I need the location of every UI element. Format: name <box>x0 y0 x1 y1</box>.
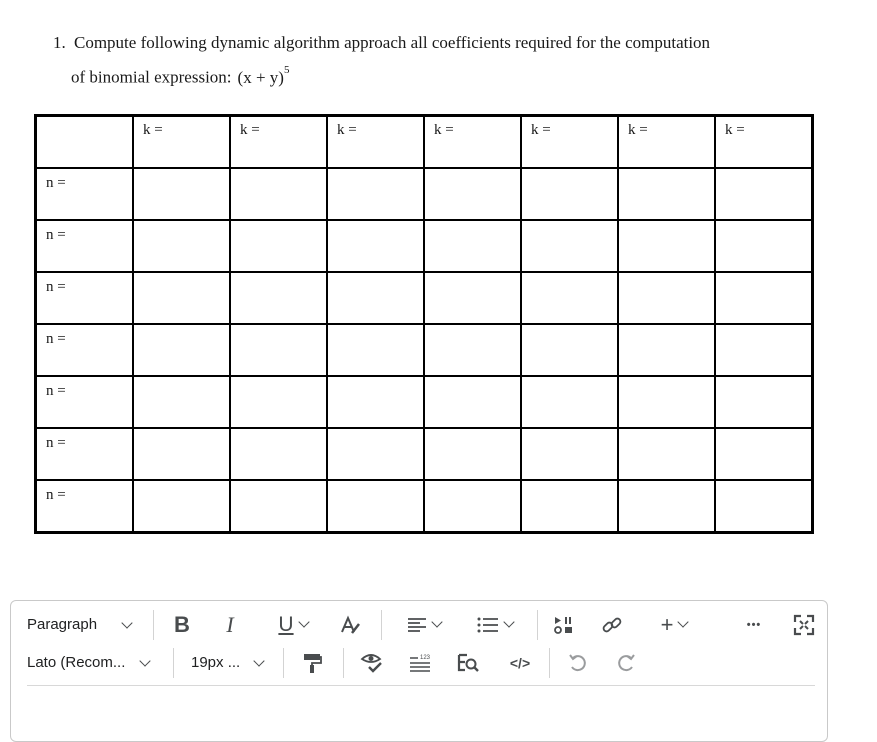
k-header-cell[interactable] <box>133 116 230 169</box>
k-header-cell[interactable] <box>230 116 327 169</box>
font-size-select[interactable] <box>191 650 271 676</box>
coefficient-cell[interactable] <box>230 324 327 376</box>
coefficient-cell[interactable] <box>618 428 715 480</box>
chevron-down-icon <box>253 655 264 666</box>
coefficient-cell[interactable] <box>230 272 327 324</box>
toolbar-divider <box>343 648 344 678</box>
coefficient-cell[interactable] <box>521 376 618 428</box>
plus-icon: + <box>660 612 674 637</box>
coefficient-cell[interactable] <box>424 168 521 220</box>
k-label: k = <box>240 122 260 138</box>
bullet-list-icon <box>477 616 499 634</box>
undo-button[interactable] <box>565 648 591 678</box>
expression-exponent: 5 <box>283 64 290 76</box>
text-color-button[interactable] <box>337 610 363 640</box>
font-select-label: Lato (Recom... <box>27 654 126 671</box>
coefficient-cell[interactable] <box>424 272 521 324</box>
table-row <box>36 376 813 428</box>
coefficient-cell[interactable] <box>618 272 715 324</box>
question-line-1 <box>53 27 813 58</box>
coefficient-cell[interactable] <box>230 480 327 533</box>
coefficient-cell[interactable] <box>133 272 230 324</box>
table-header-row <box>36 116 813 169</box>
k-header-cell[interactable] <box>618 116 715 169</box>
coefficient-cell[interactable] <box>618 220 715 272</box>
coefficient-cell[interactable] <box>715 168 813 220</box>
toolbar-divider <box>537 610 538 640</box>
bold-button[interactable]: B <box>174 612 190 637</box>
k-label: k = <box>337 122 357 138</box>
accessibility-check-button[interactable] <box>359 648 385 678</box>
k-label: k = <box>725 122 745 138</box>
insert-menu-button[interactable] <box>651 610 697 640</box>
coefficient-cell[interactable] <box>327 376 424 428</box>
code-icon: </> <box>509 655 531 671</box>
k-header-cell[interactable] <box>521 116 618 169</box>
expression-base: (x + y) <box>237 67 284 87</box>
table-row <box>36 272 813 324</box>
coefficient-cell[interactable] <box>230 220 327 272</box>
italic-button[interactable]: I <box>226 612 234 637</box>
coefficient-cell[interactable] <box>618 168 715 220</box>
coefficient-cell[interactable] <box>424 428 521 480</box>
more-actions-button[interactable] <box>741 610 767 640</box>
rich-text-editor[interactable] <box>10 600 828 742</box>
source-code-button[interactable] <box>505 648 535 678</box>
table-row <box>36 480 813 533</box>
n-header-cell[interactable] <box>36 480 134 533</box>
coefficient-cell[interactable] <box>715 272 813 324</box>
font-color-icon <box>339 615 361 635</box>
coefficient-cell[interactable] <box>521 220 618 272</box>
n-label: n = <box>46 175 66 191</box>
question-text <box>53 27 813 93</box>
coefficient-cell[interactable] <box>424 376 521 428</box>
fullscreen-icon <box>793 614 815 636</box>
more-icon: ••• <box>746 619 762 631</box>
list-button[interactable] <box>471 610 519 640</box>
align-button[interactable] <box>401 610 447 640</box>
link-icon <box>601 614 623 636</box>
coefficient-cell[interactable] <box>230 168 327 220</box>
n-label: n = <box>46 279 66 295</box>
toolbar-divider <box>153 610 154 640</box>
coefficient-cell[interactable] <box>424 480 521 533</box>
font-family-select[interactable] <box>27 650 157 676</box>
toolbar-bottom-divider <box>27 685 815 686</box>
coefficient-cell[interactable] <box>133 480 230 533</box>
underline-icon: U <box>278 613 294 636</box>
n-header-cell[interactable] <box>36 376 134 428</box>
chevron-down-icon <box>139 655 150 666</box>
coefficient-cell[interactable] <box>618 376 715 428</box>
toolbar-divider <box>381 610 382 640</box>
toolbar-divider <box>173 648 174 678</box>
coefficient-cell[interactable] <box>521 168 618 220</box>
k-header-cell[interactable] <box>715 116 813 169</box>
k-label: k = <box>628 122 648 138</box>
format-painter-button[interactable] <box>299 648 325 678</box>
coefficient-cell[interactable] <box>327 220 424 272</box>
underline-button[interactable] <box>269 610 317 640</box>
coefficient-cell[interactable] <box>133 428 230 480</box>
coefficient-cell[interactable] <box>521 272 618 324</box>
undo-icon <box>567 652 589 674</box>
k-header-cell[interactable] <box>424 116 521 169</box>
corner-cell[interactable] <box>36 116 134 169</box>
coefficient-cell[interactable] <box>618 324 715 376</box>
coefficient-cell[interactable] <box>618 480 715 533</box>
coefficient-cell[interactable] <box>133 220 230 272</box>
format-select-label: Paragraph <box>27 616 98 633</box>
svg-text:123: 123 <box>420 655 431 661</box>
toolbar-row-2 <box>11 646 827 680</box>
coefficient-table <box>34 114 814 534</box>
redo-button[interactable] <box>613 648 639 678</box>
question-line2-text: of binomial expression: <box>71 67 232 87</box>
coefficient-cell[interactable] <box>133 376 230 428</box>
table-row <box>36 168 813 220</box>
k-label: k = <box>143 122 163 138</box>
n-header-cell[interactable] <box>36 272 134 324</box>
coefficient-cell[interactable] <box>715 428 813 480</box>
coefficient-cell[interactable] <box>715 220 813 272</box>
coefficient-cell[interactable] <box>327 480 424 533</box>
k-header-cell[interactable] <box>327 116 424 169</box>
n-label: n = <box>46 487 66 503</box>
n-header-cell[interactable] <box>36 428 134 480</box>
toolbar-row-1 <box>11 608 827 642</box>
n-label: n = <box>46 227 66 243</box>
table-row <box>36 324 813 376</box>
paint-roller-icon <box>302 652 322 674</box>
coefficient-cell[interactable] <box>521 428 618 480</box>
size-select-label: 19px ... <box>191 654 241 671</box>
numbered-lines-icon <box>408 653 432 673</box>
redo-icon <box>615 652 637 674</box>
preview-button[interactable] <box>455 648 481 678</box>
accessibility-checker-icon <box>360 652 384 674</box>
coefficient-cell[interactable] <box>715 324 813 376</box>
coefficient-cell[interactable] <box>327 324 424 376</box>
binomial-expression <box>237 64 290 87</box>
k-label: k = <box>531 122 551 138</box>
n-header-cell[interactable] <box>36 168 134 220</box>
equation-button[interactable] <box>407 648 433 678</box>
toolbar-divider <box>283 648 284 678</box>
coefficient-cell[interactable] <box>133 324 230 376</box>
chevron-down-icon <box>298 616 309 627</box>
coefficient-cell[interactable] <box>715 480 813 533</box>
chevron-down-icon <box>503 616 514 627</box>
coefficient-cell[interactable] <box>327 272 424 324</box>
chevron-down-icon <box>431 616 442 627</box>
preview-icon <box>456 652 480 674</box>
question-line-2 <box>53 58 813 93</box>
table-row <box>36 220 813 272</box>
chevron-down-icon <box>678 616 689 627</box>
n-header-cell[interactable] <box>36 220 134 272</box>
coefficient-cell[interactable] <box>230 428 327 480</box>
question-number: 1. <box>53 33 66 52</box>
coefficient-cell[interactable] <box>327 168 424 220</box>
coefficient-cell[interactable] <box>424 324 521 376</box>
n-label: n = <box>46 331 66 347</box>
insert-stuff-icon <box>553 615 575 635</box>
coefficient-cell[interactable] <box>715 376 813 428</box>
coefficient-cell[interactable] <box>521 480 618 533</box>
table-row <box>36 428 813 480</box>
coefficient-cell[interactable] <box>230 376 327 428</box>
coefficient-cell[interactable] <box>424 220 521 272</box>
format-select[interactable] <box>27 612 137 638</box>
chevron-down-icon <box>121 617 132 628</box>
align-left-icon <box>407 617 427 633</box>
k-label: k = <box>434 122 454 138</box>
coefficient-cell[interactable] <box>327 428 424 480</box>
n-label: n = <box>46 435 66 451</box>
n-header-cell[interactable] <box>36 324 134 376</box>
question-line1-text: Compute following dynamic algorithm approach all coefficients required for the computation <box>74 33 711 52</box>
n-label: n = <box>46 383 66 399</box>
coefficient-cell[interactable] <box>521 324 618 376</box>
insert-link-button[interactable] <box>599 610 625 640</box>
toolbar-divider <box>549 648 550 678</box>
insert-media-button[interactable] <box>551 610 577 640</box>
fullscreen-button[interactable] <box>791 610 817 640</box>
coefficient-cell[interactable] <box>133 168 230 220</box>
